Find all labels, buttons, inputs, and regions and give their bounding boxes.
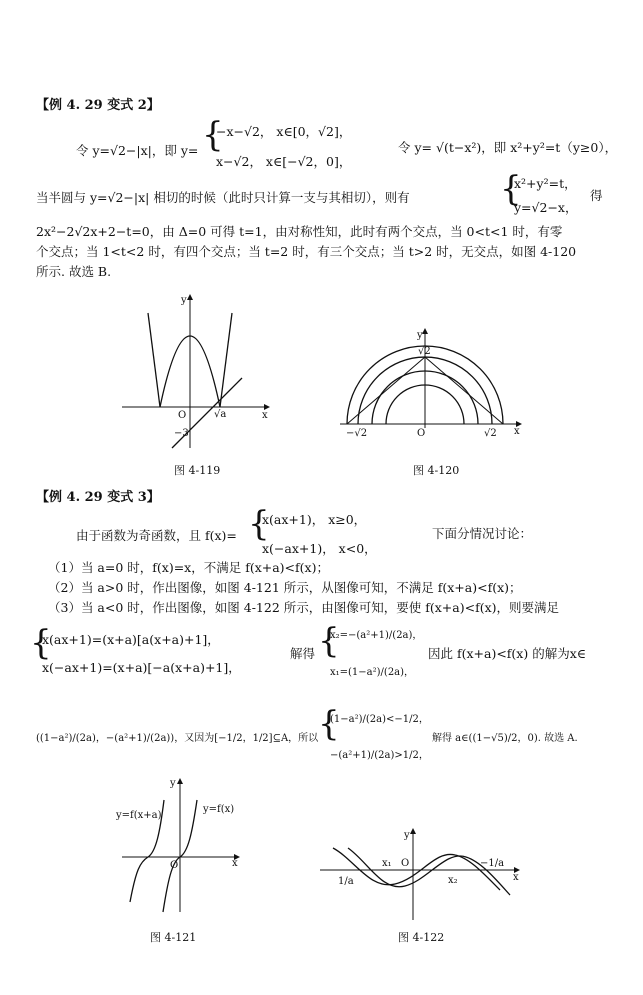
fig120-right-label: √2 — [484, 428, 497, 439]
fig119-sqrt-a-label: √a — [214, 409, 227, 420]
system1-line1: −x−√2， x∈[0，√2]， — [216, 124, 352, 139]
fig120-origin-label: O — [417, 428, 426, 439]
brace-4: { — [30, 623, 52, 663]
final-answer: 解得 a∈((1−√5)/2，0). 故选 A. — [432, 733, 578, 744]
fig120-x-label: x — [514, 426, 520, 437]
para-ex2-1b: 下面分情况讨论： — [432, 526, 533, 541]
ex2-system1-line2: x(−ax+1)， x<0， — [262, 541, 377, 556]
fig122-x-label: x — [513, 872, 519, 883]
fig121-x-label: x — [232, 858, 238, 869]
fig119-x-label: x — [262, 410, 268, 421]
ex2-system4-line2: −(a²+1)/(2a)>1/2， — [330, 750, 429, 761]
brace-3: { — [248, 504, 270, 544]
ex2-system1-line1: x(ax+1)， x≥0， — [262, 512, 367, 527]
fig122-x1-label: x₁ — [382, 858, 392, 869]
fig122-x2-label: x₂ — [448, 875, 458, 886]
fig119-minus3-label: −3 — [174, 428, 189, 439]
system1-line2: x−√2， x∈[−√2，0]， — [216, 154, 352, 169]
case-1: （1）当 a=0 时，f(x)=x，不满足 f(x+a)<f(x)； — [48, 560, 329, 575]
jiede-1: 解得 — [290, 646, 316, 661]
para-5: 所示. 故选 B. — [36, 264, 112, 279]
system2-line1: x²+y²=t， — [514, 176, 577, 191]
fig122-minus1a-label: −1/a — [480, 858, 505, 869]
fig119-y-label: y — [181, 295, 187, 306]
fig121-label-shifted: y=f(x+a) — [116, 810, 162, 821]
para-1b: 令 y= √(t−x²)，即 x²+y²=t（y≥0）， — [398, 140, 618, 155]
ex2-system3-line2: x₁=(1−a²)/(2a)， — [330, 667, 415, 678]
para-4: 个交点；当 1<t<2 时，有四个交点；当 t=2 时，有三个交点；当 t>2 时，无交点，如图 4-120 — [36, 244, 577, 259]
ex2-system3-line1: x₂=−(a²+1)/(2a)， — [330, 630, 423, 641]
example-header-1: 【例 4. 29 变式 2】 — [36, 98, 160, 113]
figure-caption-4-121: 图 4-121 — [150, 931, 197, 944]
system2-line2: y=√2−x， — [514, 200, 578, 215]
fig120-top-label: √2 — [418, 346, 431, 357]
para-1a: 令 y=√2−|x|，即 y= — [76, 143, 199, 158]
case-2: （2）当 a>0 时，作出图像，如图 4-121 所示，从图像可知，不满足 f(x+a)<f(x)； — [48, 580, 522, 595]
fig121-origin-label: O — [170, 860, 179, 871]
fig121-y-label: y — [170, 778, 176, 789]
ex2-system4-line1: (1−a²)/(2a)<−1/2， — [330, 714, 429, 725]
brace-5: { — [318, 621, 340, 661]
brace-6: { — [318, 704, 340, 744]
therefore-text: 因此 f(x+a)<f(x) 的解为x∈ — [428, 646, 587, 661]
brace-1: { — [202, 115, 224, 155]
fig120-y-label: y — [417, 330, 423, 341]
figure-caption-4-119: 图 4-119 — [174, 464, 221, 477]
ex2-system2-line2: x(−ax+1)=(x+a)[−a(x+a)+1]， — [42, 660, 241, 675]
example-header-2: 【例 4. 29 变式 3】 — [36, 490, 160, 505]
para-3: 2x²−2√2x+2−t=0，由 Δ=0 可得 t=1，由对称性知，此时有两个交点，当 0<t<1 时，有零 — [36, 224, 563, 239]
figure-caption-4-120: 图 4-120 — [413, 464, 460, 477]
para-2a: 当半圆与 y=√2−|x| 相切的时候（此时只计算一支与其相切），则有 — [36, 190, 410, 205]
figure-caption-4-122: 图 4-122 — [398, 931, 445, 944]
brace-2: { — [500, 169, 522, 209]
fig122-origin-label: O — [401, 858, 410, 869]
fig120-left-label: −√2 — [346, 428, 368, 439]
fig122-y-label: y — [404, 830, 410, 841]
interval-text: ((1−a²)/(2a)，−(a²+1)/(2a))，又因为[−1/2，1/2]⊆A，所以 — [36, 733, 319, 744]
case-3: （3）当 a<0 时，作出图像，如图 4-122 所示，由图像可知，要使 f(x+a)<f(x)，则要满足 — [48, 600, 559, 615]
fig119-origin-label: O — [178, 410, 187, 421]
ex2-system2-line1: x(ax+1)=(x+a)[a(x+a)+1]， — [42, 632, 220, 647]
fig122-1a-label: 1/a — [338, 876, 354, 887]
fig121-label-original: y=f(x) — [203, 804, 235, 815]
para-ex2-1a: 由于函数为奇函数，且 f(x)= — [76, 528, 237, 543]
para-2b: 得 — [590, 188, 603, 203]
